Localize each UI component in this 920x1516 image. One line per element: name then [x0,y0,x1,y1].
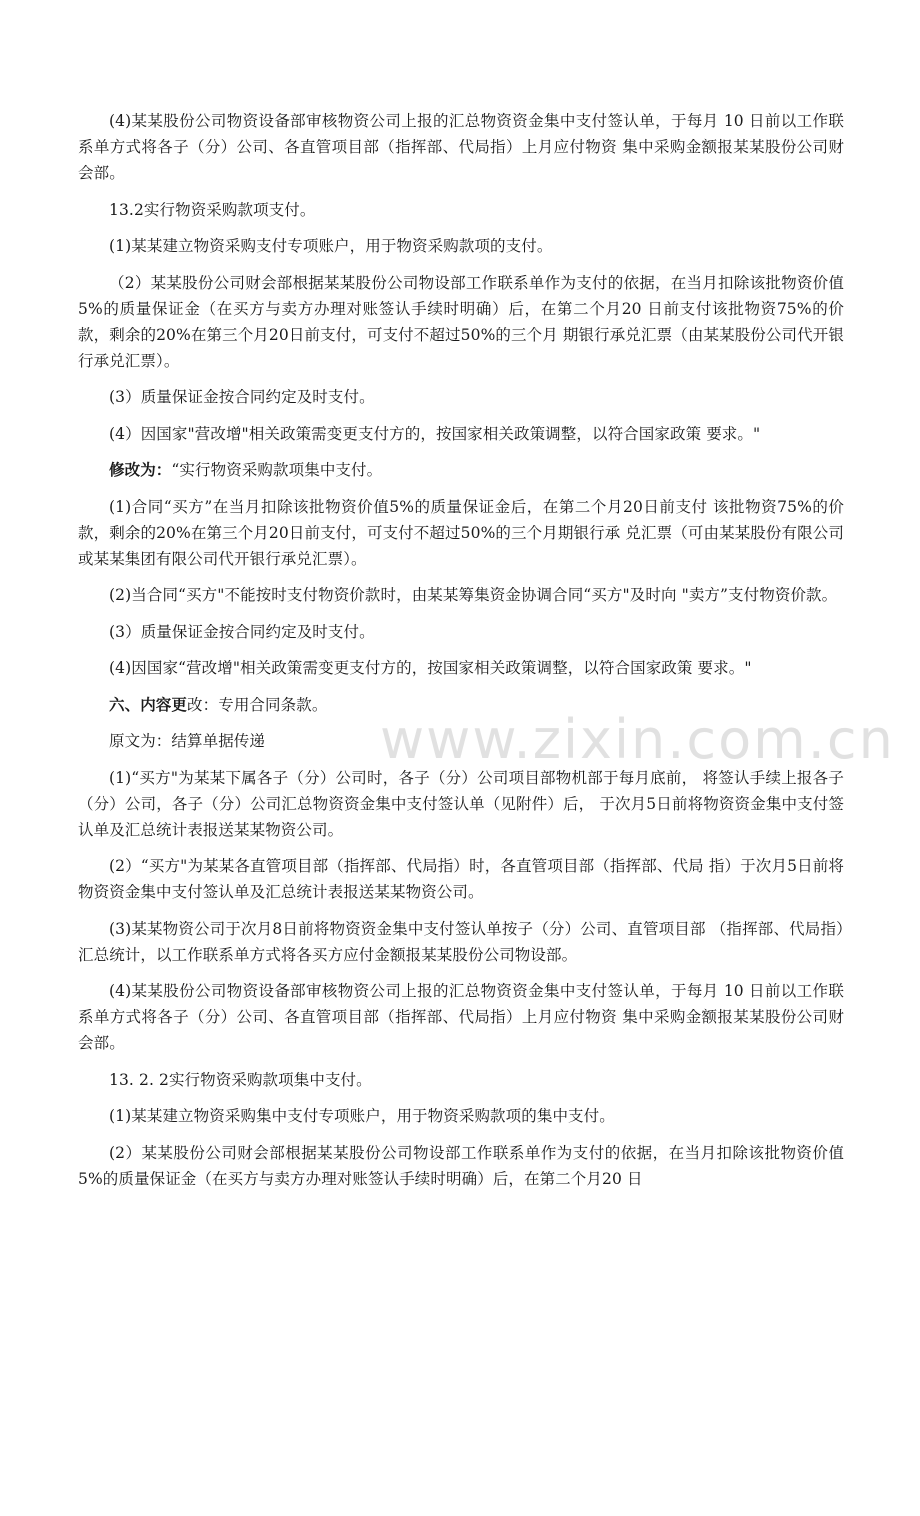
paragraph-text: (1)合同“买方”在当月扣除该批物资价值5%的质量保证金后，在第二个月20日前支付 该批物资75%的价款，剩余的20%在第三个月20日前支付，可支付不超过50%的三个月期银行承 兑汇票（可由某某股份有限公司或某某集团有限公司代开银行承兑汇票）。 [78,497,844,568]
paragraph [78,233,844,259]
paragraph [78,728,844,754]
paragraph [78,421,844,447]
paragraph [78,916,844,968]
paragraph [78,978,844,1056]
paragraph [78,1103,844,1129]
paragraph-text: 13. 2. 2实行物资采购款项集中支付。 [109,1070,372,1089]
paragraph [78,582,844,608]
paragraph-text: (4)某某股份公司物资设备部审核物资公司上报的汇总物资资金集中支付签认单，于每月 10 日前以工作联系单方式将各子（分）公司、各直管项目部（指挥部、代局指）上月应付物资 集中采购金额报某某股份公司财会部。 [78,112,844,182]
paragraph-text: (3）质量保证金按合同约定及时支付。 [109,388,375,406]
paragraph-text: (3）质量保证金按合同约定及时支付。 [109,622,375,641]
paragraph-text: (4)某某股份公司物资设备部审核物资公司上报的汇总物资资金集中支付签认单，于每月 10 日前以工作联系单方式将各子（分）公司、各直管项目部（指挥部、代局指）上月应付物资 集中采购金额报某某股份公司财会部。 [78,982,844,1052]
paragraph-text: “实行物资采购款项集中支付。 [171,461,383,479]
section-heading [78,1067,844,1093]
paragraph-text: （2）某某股份公司财会部根据某某股份公司物设部工作联系单作为支付的依据，在当月扣除该批物资价值5%的质量保证金（在买方与卖方办理对账签认手续时明确）后，在第二个月20 日前支付该批物资75%的价款，剩余的20%在第三个月20日前支付，可支付不超过50%的三个月 期银行承兑汇票（由某某股份公司代开银行承兑汇票）。 [78,273,844,370]
paragraph [78,853,844,905]
paragraph-text: (1)某某建立物资采购集中支付专项账户，用于物资采购款项的集中支付。 [109,1107,615,1125]
section-heading [78,692,844,718]
paragraph [78,1140,844,1192]
paragraph-text: (1)“买方"为某某下属各子（分）公司时，各子（分）公司项目部物机部于每月底前， 将签认手续上报各子（分）公司，各子（分）公司汇总物资资金集中支付签认单（见附件）后， 于次月5日前将物资资金集中支付签认单及汇总统计表报送某某物资公司。 [78,768,844,839]
paragraph-text: 原文为：结算单据传递 [109,732,266,750]
paragraph-text: (2）某某股份公司财会部根据某某股份公司物设部工作联系单作为支付的依据，在当月扣除该批物资价值5%的质量保证金（在买方与卖方办理对账签认手续时明确）后，在第二个月20 日 [78,1143,844,1188]
paragraph [78,655,844,681]
paragraph [78,270,844,374]
paragraph [78,765,844,843]
paragraph [78,619,844,645]
paragraph-text: (4)因国家“营改增"相关政策需变更支付方的，按国家相关政策调整，以符合国家政策 要求。" [109,659,752,677]
paragraph-text: (2)当合同“买方"不能按时支付物资价款时，由某某筹集资金协调合同“买方"及时向 "卖方”支付物资价款。 [109,586,838,604]
paragraph-text: (1)某某建立物资采购支付专项账户，用于物资采购款项的支付。 [109,237,553,255]
paragraph-lead: 修改为： [109,461,172,479]
paragraph [78,494,844,572]
paragraph [78,108,844,186]
paragraph-text: (4）因国家"营改增"相关政策需变更支付方的，按国家相关政策调整，以符合国家政策 要求。" [109,424,761,443]
document-body [78,108,844,1192]
amendment-heading [78,457,844,483]
paragraph [78,384,844,410]
section-heading [78,197,844,223]
paragraph-text: 13.2实行物资采购款项支付。 [109,200,316,219]
paragraph-text: (3)某某物资公司于次月8日前将物资资金集中支付签认单按子（分）公司、直管项目部 （指挥部、代局指）汇总统计，以工作联系单方式将各买方应付金额报某某股份公司物设部。 [78,919,844,964]
paragraph-lead: 六、内容更 [109,695,188,714]
paragraph-text: (2）“买方"为某某各直管项目部（指挥部、代局指）时，各直管项目部（指挥部、代局 指）于次月5日前将物资资金集中支付签认单及汇总统计表报送某某物资公司。 [78,857,844,901]
site-watermark: www.zixin.com.cn [380,708,895,771]
paragraph-text: 改：专用合同条款。 [187,695,328,714]
